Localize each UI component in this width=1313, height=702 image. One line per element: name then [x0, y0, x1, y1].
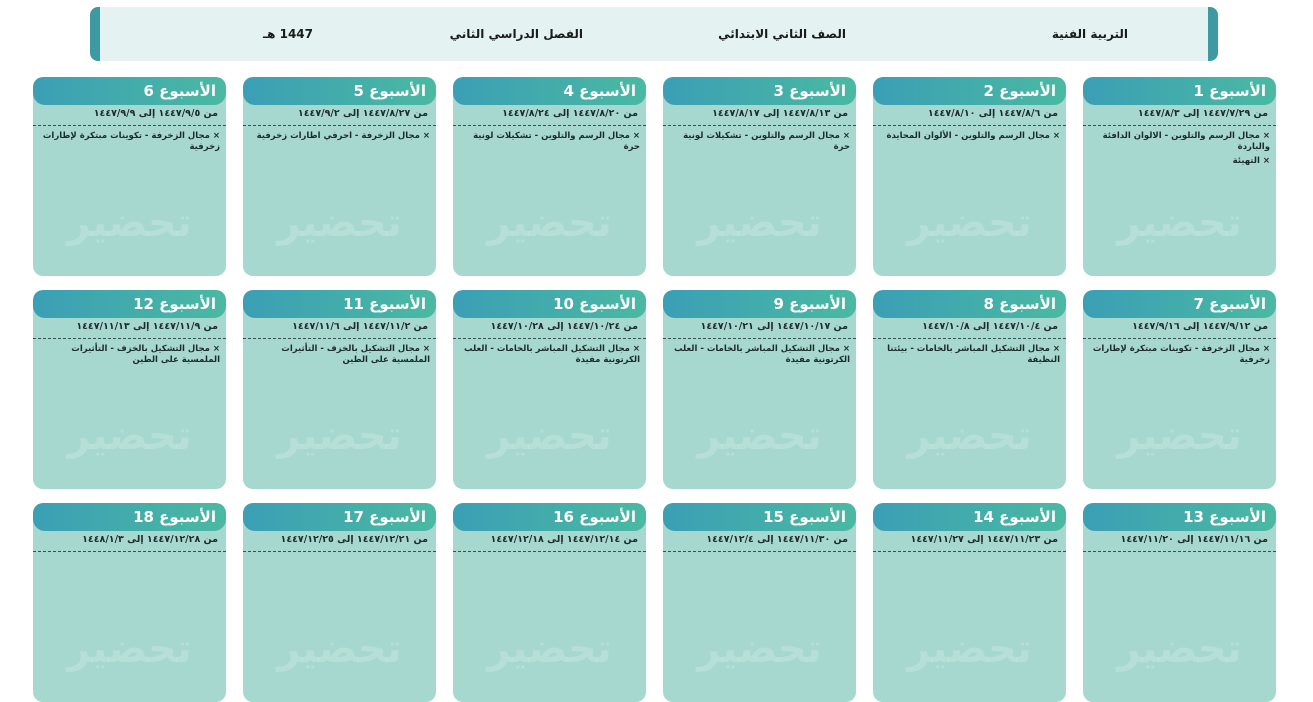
week-topic-item — [1089, 156, 1270, 167]
week-card — [33, 290, 226, 489]
week-topic-text: مجال التشكيل المباشر بالخامات - العلب الكرتونية مفيدة — [674, 344, 850, 365]
week-topic-text: مجال الرسم والتلوين - الألوان المحايدة — [886, 131, 1050, 141]
week-card — [1083, 290, 1276, 489]
week-card — [663, 290, 856, 489]
week-date-range: من ١٤٤٧/١١/٢ إلى ١٤٤٧/١١/٦ — [292, 321, 428, 332]
dashed-divider — [873, 551, 1066, 552]
week-title: الأسبوع 12 — [33, 290, 226, 318]
week-topics — [873, 344, 1066, 366]
week-topics — [453, 344, 646, 366]
week-card — [453, 290, 646, 489]
week-date-range: من ١٤٤٧/١٢/٢١ إلى ١٤٤٧/١٢/٢٥ — [280, 534, 428, 545]
watermark-logo: تحضير — [277, 626, 402, 672]
bullet-icon: × — [1052, 344, 1060, 354]
week-topic-item — [39, 344, 220, 366]
week-topic-item — [249, 344, 430, 366]
watermark-logo: تحضير — [67, 200, 192, 246]
week-title: الأسبوع 1 — [1083, 77, 1276, 105]
week-topics — [243, 344, 436, 366]
week-date-range: من ١٤٤٧/٩/١٢ إلى ١٤٤٧/٩/١٦ — [1132, 321, 1268, 332]
week-title: الأسبوع 4 — [453, 77, 646, 105]
bullet-icon: × — [842, 344, 850, 354]
weeks-grid — [32, 77, 1276, 672]
watermark-logo: تحضير — [277, 413, 402, 459]
week-topics — [663, 131, 856, 153]
dashed-divider — [1083, 338, 1276, 339]
bullet-icon: × — [1262, 344, 1270, 354]
bullet-icon: × — [422, 344, 430, 354]
week-card — [33, 77, 226, 276]
week-topic-item — [39, 131, 220, 153]
term-label: الفصل الدراسي الثاني — [449, 27, 583, 41]
week-title: الأسبوع 2 — [873, 77, 1066, 105]
week-topic-item — [669, 344, 850, 366]
week-topic-text: مجال التشكيل بالخزف - التأثيرات الملمسية على الطين — [281, 344, 430, 365]
watermark-logo: تحضير — [697, 413, 822, 459]
dashed-divider — [33, 551, 226, 552]
week-card — [663, 77, 856, 276]
watermark-logo: تحضير — [907, 626, 1032, 672]
week-topic-text: مجال التشكيل المباشر بالخامات - العلب الكرتونية مفيدة — [464, 344, 640, 365]
dashed-divider — [33, 125, 226, 126]
week-date-range: من ١٤٤٧/١١/٢٣ إلى ١٤٤٧/١١/٢٧ — [910, 534, 1058, 545]
dashed-divider — [663, 125, 856, 126]
week-card — [243, 77, 436, 276]
week-topics — [453, 131, 646, 153]
week-title: الأسبوع 17 — [243, 503, 436, 531]
week-card — [453, 77, 646, 276]
watermark-logo: تحضير — [277, 200, 402, 246]
week-topic-text: مجال التشكيل بالخزف - التأثيرات الملمسية على الطين — [71, 344, 220, 365]
week-topic-item — [459, 344, 640, 366]
dashed-divider — [453, 125, 646, 126]
week-card — [1083, 77, 1276, 276]
week-topics — [873, 131, 1066, 142]
week-topic-text: التهيئة — [1232, 156, 1260, 166]
week-card — [243, 503, 436, 702]
week-date-range: من ١٤٤٧/٨/١٣ إلى ١٤٤٧/٨/١٧ — [712, 108, 848, 119]
watermark-logo: تحضير — [1117, 626, 1242, 672]
bullet-icon: × — [212, 131, 220, 141]
subject-label: التربية الفنية — [1051, 27, 1128, 41]
watermark-logo: تحضير — [697, 626, 822, 672]
week-card — [873, 77, 1066, 276]
week-topic-text: مجال الرسم والتلوين - تشكيلات لونية حرة — [473, 131, 640, 152]
week-title: الأسبوع 14 — [873, 503, 1066, 531]
watermark-logo: تحضير — [907, 413, 1032, 459]
dashed-divider — [873, 338, 1066, 339]
bullet-icon: × — [212, 344, 220, 354]
week-topic-text: مجال الرسم والتلوين - تشكيلات لونية حرة — [683, 131, 850, 152]
week-topics — [33, 344, 226, 366]
week-topic-item — [459, 131, 640, 153]
watermark-logo: تحضير — [1117, 413, 1242, 459]
week-date-range: من ١٤٤٧/٨/٦ إلى ١٤٤٧/٨/١٠ — [927, 108, 1058, 119]
week-topics — [243, 131, 436, 142]
week-title: الأسبوع 13 — [1083, 503, 1276, 531]
bullet-icon: × — [422, 131, 430, 141]
dashed-divider — [453, 338, 646, 339]
watermark-logo: تحضير — [487, 626, 612, 672]
watermark-logo: تحضير — [697, 200, 822, 246]
week-date-range: من ١٤٤٧/١٠/٤ إلى ١٤٤٧/١٠/٨ — [922, 321, 1058, 332]
dashed-divider — [243, 338, 436, 339]
week-date-range: من ١٤٤٧/١١/١٦ إلى ١٤٤٧/١١/٢٠ — [1120, 534, 1268, 545]
week-topics — [1083, 131, 1276, 167]
week-card — [873, 290, 1066, 489]
week-topics — [663, 344, 856, 366]
dashed-divider — [243, 551, 436, 552]
bullet-icon: × — [632, 131, 640, 141]
week-topic-item — [1089, 131, 1270, 153]
week-card — [1083, 503, 1276, 702]
week-card — [873, 503, 1066, 702]
dashed-divider — [1083, 125, 1276, 126]
week-date-range: من ١٤٤٧/١١/٩ إلى ١٤٤٧/١١/١٣ — [76, 321, 218, 332]
week-date-range: من ١٤٤٧/٩/٥ إلى ١٤٤٧/٩/٩ — [93, 108, 218, 119]
watermark-logo: تحضير — [1117, 200, 1242, 246]
week-title: الأسبوع 9 — [663, 290, 856, 318]
bullet-icon: × — [1262, 131, 1270, 141]
week-topic-item — [879, 344, 1060, 366]
week-card — [243, 290, 436, 489]
week-topics — [1083, 344, 1276, 366]
week-title: الأسبوع 18 — [33, 503, 226, 531]
week-topic-text: مجال الزخرفة - تكوينات مبتكرة لإطارات زخرفية — [42, 131, 220, 152]
dashed-divider — [453, 551, 646, 552]
dashed-divider — [663, 338, 856, 339]
week-title: الأسبوع 11 — [243, 290, 436, 318]
year-label: 1447 هـ — [262, 27, 313, 41]
dashed-divider — [663, 551, 856, 552]
week-date-range: من ١٤٤٧/٨/٢٠ إلى ١٤٤٧/٨/٢٤ — [502, 108, 638, 119]
week-title: الأسبوع 6 — [33, 77, 226, 105]
dashed-divider — [873, 125, 1066, 126]
week-topic-item — [669, 131, 850, 153]
watermark-logo: تحضير — [487, 413, 612, 459]
week-date-range: من ١٤٤٧/١٠/١٧ إلى ١٤٤٧/١٠/٢١ — [700, 321, 848, 332]
bullet-icon: × — [632, 344, 640, 354]
week-date-range: من ١٤٤٧/٧/٢٩ إلى ١٤٤٧/٨/٣ — [1137, 108, 1268, 119]
week-card — [663, 503, 856, 702]
week-topic-text: مجال التشكيل المباشر بالخامات - بيئتنا النظيفة — [887, 344, 1060, 365]
week-title: الأسبوع 3 — [663, 77, 856, 105]
week-date-range: من ١٤٤٧/١٢/٢٨ إلى ١٤٤٨/١/٣ — [82, 534, 218, 545]
bullet-icon: × — [1262, 156, 1270, 166]
bullet-icon: × — [842, 131, 850, 141]
week-title: الأسبوع 5 — [243, 77, 436, 105]
watermark-logo: تحضير — [67, 413, 192, 459]
watermark-logo: تحضير — [487, 200, 612, 246]
week-topic-text: مجال الزخرفة - احرفي اطارات زخرفية — [256, 131, 420, 141]
week-topic-text: مجال الزخرفة - تكوينات مبتكرة لإطارات زخرفية — [1092, 344, 1270, 365]
plan-header — [90, 7, 1218, 61]
week-date-range: من ١٤٤٧/١١/٣٠ إلى ١٤٤٧/١٢/٤ — [706, 534, 848, 545]
week-title: الأسبوع 8 — [873, 290, 1066, 318]
week-title: الأسبوع 7 — [1083, 290, 1276, 318]
dashed-divider — [1083, 551, 1276, 552]
week-card — [453, 503, 646, 702]
week-topics — [33, 131, 226, 153]
week-title: الأسبوع 16 — [453, 503, 646, 531]
week-topic-item — [879, 131, 1060, 142]
week-date-range: من ١٤٤٧/١٠/٢٤ إلى ١٤٤٧/١٠/٢٨ — [490, 321, 638, 332]
dashed-divider — [243, 125, 436, 126]
week-title: الأسبوع 10 — [453, 290, 646, 318]
watermark-logo: تحضير — [67, 626, 192, 672]
week-date-range: من ١٤٤٧/١٢/١٤ إلى ١٤٤٧/١٢/١٨ — [490, 534, 638, 545]
week-card — [33, 503, 226, 702]
week-topic-text: مجال الرسم والتلوين - الالوان الدافئة والباردة — [1102, 131, 1270, 152]
watermark-logo: تحضير — [907, 200, 1032, 246]
week-topic-item — [1089, 344, 1270, 366]
week-title: الأسبوع 15 — [663, 503, 856, 531]
week-date-range: من ١٤٤٧/٨/٢٧ إلى ١٤٤٧/٩/٢ — [297, 108, 428, 119]
week-topic-item — [249, 131, 430, 142]
dashed-divider — [33, 338, 226, 339]
bullet-icon: × — [1052, 131, 1060, 141]
grade-label: الصف الثاني الابتدائي — [718, 27, 846, 41]
